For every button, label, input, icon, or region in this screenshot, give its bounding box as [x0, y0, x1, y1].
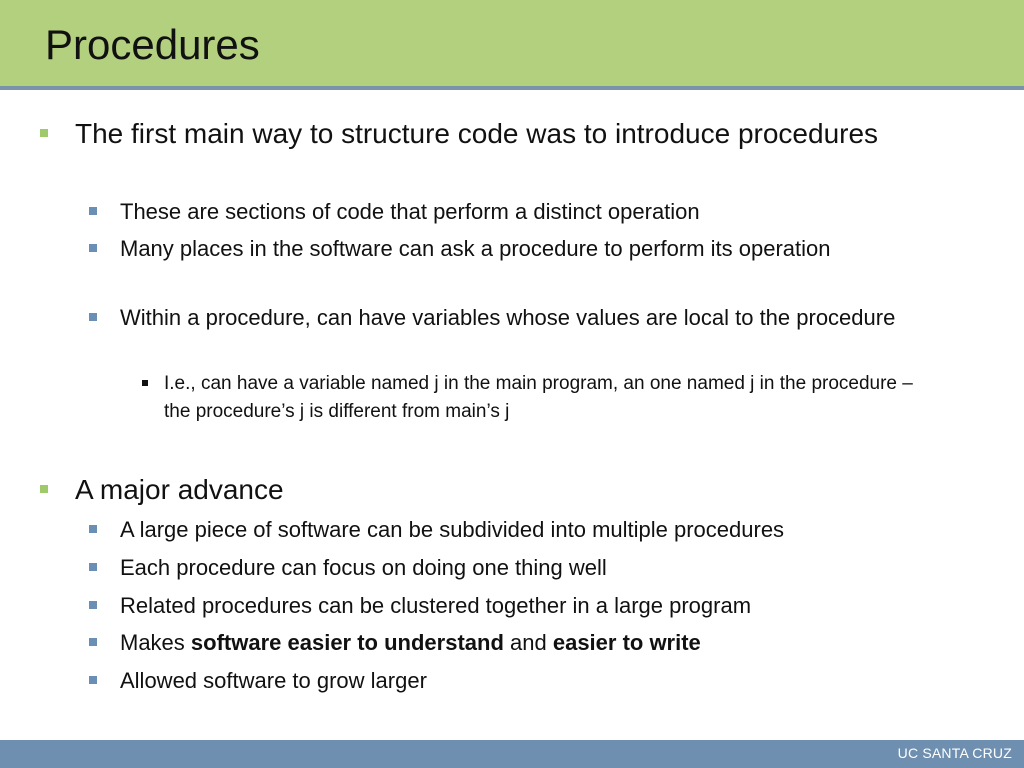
emphasis-middle: and	[503, 630, 553, 655]
emphasis-understand: software easier to understand	[190, 630, 504, 655]
bullet-level2: Allowed software to grow larger	[120, 668, 427, 693]
level2-bullet-icon	[89, 525, 97, 533]
bullet-level2: These are sections of code that perform a distinct operation	[120, 199, 700, 224]
footer-institution-label: UC SANTA CRUZ	[897, 745, 1012, 761]
title-divider	[0, 86, 1024, 90]
bullet-level3: I.e., can have a variable named j in the main program, an one named j in the procedure – the procedure’s j is different from main’s j	[164, 373, 913, 422]
level2-bullet-icon	[89, 207, 97, 215]
level2-bullet-icon	[89, 563, 97, 571]
bullet-level2: Related procedures can be clustered together in a large program	[120, 593, 752, 618]
level1-bullet-icon	[40, 129, 48, 137]
level2-bullet-icon	[89, 313, 97, 321]
bullet-level2: Each procedure can focus on doing one thing well	[120, 555, 607, 580]
slide-title: Procedures	[45, 21, 260, 68]
level1-bullet-icon	[40, 485, 48, 493]
bullet-level2: Many places in the software can ask a procedure to perform its operation	[120, 236, 831, 261]
level2-bullet-icon	[89, 601, 97, 609]
bullet-level1: The first main way to structure code was to introduce procedures	[75, 118, 879, 149]
emphasis-prefix: Makes	[120, 630, 191, 655]
bullet-level1: A major advance	[75, 474, 284, 505]
bullet-level2: Within a procedure, can have variables whose values are local to the procedure	[120, 305, 896, 330]
level2-bullet-icon	[89, 676, 97, 684]
emphasis-write: easier to write	[552, 630, 701, 655]
footer-bar	[0, 740, 1024, 768]
level3-bullet-icon	[142, 380, 148, 386]
level2-bullet-icon	[89, 244, 97, 252]
level2-bullet-icon	[89, 638, 97, 646]
bullet-level2-emphasis	[120, 627, 1000, 658]
bullet-level2: A large piece of software can be subdivided into multiple procedures	[120, 517, 785, 542]
